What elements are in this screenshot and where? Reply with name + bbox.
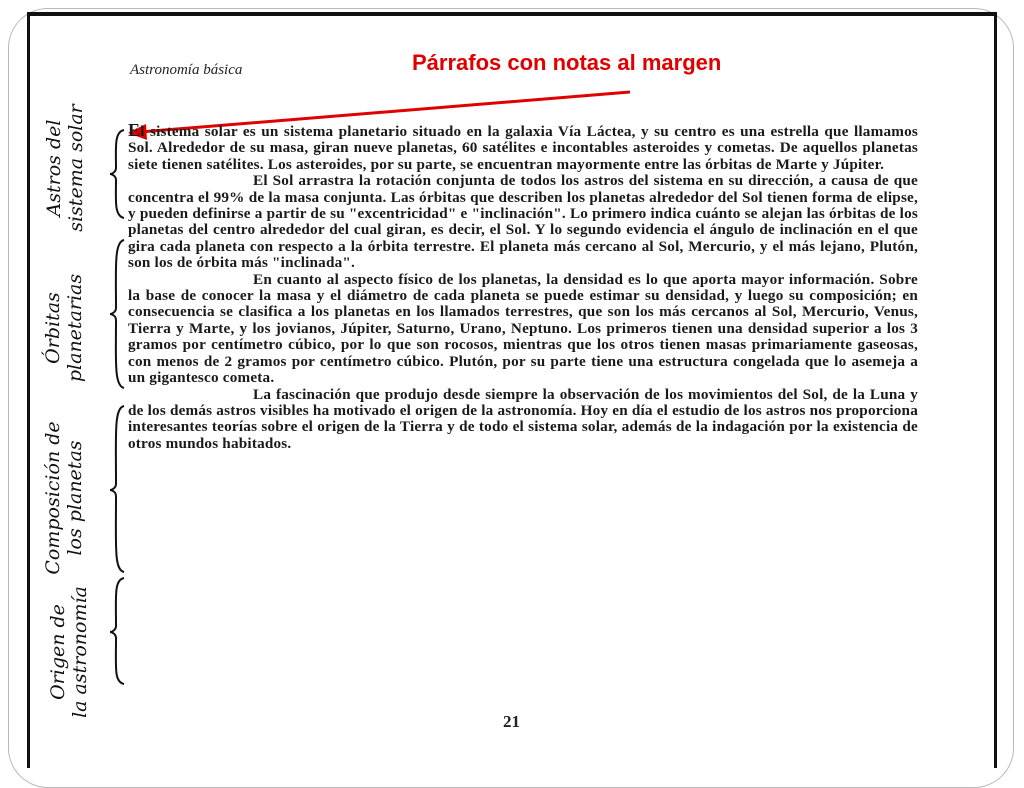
margin-note-origen: Origen de la astronomía — [47, 586, 91, 718]
margin-note-astros: Astros del sistema solar — [43, 104, 87, 232]
paragraph-composicion: En cuanto al aspecto físico de los planetas, la densidad es lo que aporta mayor información. Sobre la base de conocer la masa y el diámetro de cada planeta se puede estimar su densidad, y luego su composición; en consecuencia se clasifica a los planetas en los llamados terrestres, que son los más cercanos al Sol, Mercurio, Venus, Tierra y Marte, y los jovianos, Júpiter, Saturno, Urano, Neptuno. Los primeros tienen una densidad superior a los 3 gramos por centímetro cúbico, por lo que son rocosos, mientras que los otros tienen masas primariamente gaseosas, con menos de 2 gramos por centímetro cúbico. Plutón, por su parte tiene una estructura congelada que lo asemeja a un gigantesco cometa. — [128, 270, 918, 387]
brace-4 — [108, 576, 128, 686]
running-head: Astronomía básica — [130, 62, 243, 78]
paragraph-origen: La fascinación que produjo desde siempre la observación de los movimientos del Sol, de la Luna y de los demás astros visibles ha motivado el origen de la astronomía. Hoy en día el estudio de los astros nos proporciona interesantes teorías sobre el origen de la Tierra y de todo el sistema solar, además de la indagación por la existencia de otros mundos habitados. — [128, 385, 918, 452]
page-number: 21 — [503, 712, 520, 731]
paragraph-orbitas: El Sol arrastra la rotación conjunta de todos los astros del sistema en su dirección, a causa de que concentra el 99% de la masa conjunta. Las órbitas que describen los planetas alrededor del Sol tienen forma de elipse, y pueden definirse a partir de su "excentricidad" e "inclinación". Lo primero indica cuánto se alejan las órbitas de los planetas del centro alrededor del cual giran, es decir, el Sol. Y lo segundo evidencia el ángulo de inclinación en el que gira cada planeta con respecto a la órbita terrestre. El planeta más cercano al Sol, Mercurio, y el más lejano, Plutón, son los de órbita más "inclinada". — [128, 172, 918, 272]
brace-1 — [108, 128, 128, 220]
paragraph-text: l sistema solar es un sistema planetario situado en la galaxia Vía Láctea, y su centro es una estrella que llamamos Sol. Alrededor de su masa, giran nueve planetas, 60 satélites e incontables asteroides y cometas. De aquellos planetas siete tienen satélites. Los asteroides, por su parte, se encuentran mayormente entre las órbitas de Marte y Júpiter. — [128, 123, 918, 173]
brace-2 — [108, 238, 128, 390]
annotation-label: Párrafos con notas al margen — [412, 50, 722, 75]
paragraph-astros — [128, 122, 918, 173]
margin-note-composicion: Composición de los planetas — [42, 421, 86, 575]
margin-note-orbitas: Órbitas planetarias — [42, 273, 86, 383]
body-text — [128, 122, 918, 452]
brace-3 — [108, 404, 128, 574]
drop-cap: E — [128, 120, 141, 140]
